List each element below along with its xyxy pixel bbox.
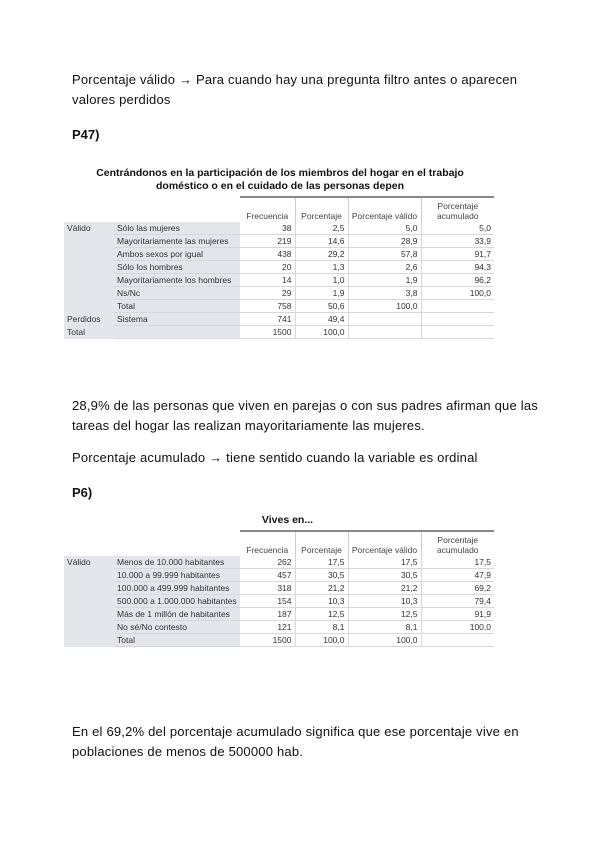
cell-porcentaje: 30,5 — [295, 569, 348, 582]
cell-frecuencia: 262 — [240, 556, 295, 569]
column-header: Frecuencia — [240, 197, 295, 222]
cell-frecuencia: 29 — [240, 287, 295, 300]
cell-porcentaje-acumulado: 91,7 — [421, 248, 494, 261]
table-row — [64, 608, 494, 621]
heading-p47: P47) — [72, 127, 100, 142]
cell-porcentaje-acumulado — [421, 313, 494, 326]
cell-porcentaje-valido: 28,9 — [348, 235, 421, 248]
cell-porcentaje: 21,2 — [295, 582, 348, 595]
cell-porcentaje-acumulado — [421, 634, 494, 647]
row-label: 500.000 a 1.000.000 habitantes — [114, 595, 240, 608]
frequency-table-p6 — [64, 530, 494, 647]
row-group-label — [64, 287, 114, 300]
cell-frecuencia: 154 — [240, 595, 295, 608]
cell-porcentaje-acumulado — [421, 300, 494, 313]
row-label: 10.000 a 99.999 habitantes — [114, 569, 240, 582]
table-row — [64, 569, 494, 582]
cell-porcentaje-valido: 100,0 — [348, 634, 421, 647]
frequency-table-p47 — [64, 196, 494, 339]
table2-title: Vives en... — [261, 514, 314, 526]
table-row — [64, 235, 494, 248]
cell-porcentaje: 100,0 — [295, 326, 348, 339]
cell-porcentaje-valido: 21,2 — [348, 582, 421, 595]
cell-frecuencia: 38 — [240, 222, 295, 235]
cell-porcentaje: 50,6 — [295, 300, 348, 313]
cell-frecuencia: 741 — [240, 313, 295, 326]
cell-porcentaje-valido: 100,0 — [348, 300, 421, 313]
cell-porcentaje-acumulado: 69,2 — [421, 582, 494, 595]
cell-frecuencia: 14 — [240, 274, 295, 287]
row-label: Total — [114, 300, 240, 313]
cell-porcentaje: 100,0 — [295, 634, 348, 647]
column-header: Porcentaje acumulado — [421, 531, 494, 556]
table-header-row — [64, 197, 494, 222]
row-group-label: Válido — [64, 222, 114, 235]
cell-porcentaje-valido: 10,3 — [348, 595, 421, 608]
cell-porcentaje: 29,2 — [295, 248, 348, 261]
column-header: Porcentaje válido — [348, 531, 421, 556]
row-label: 100.000 a 499.999 habitantes — [114, 582, 240, 595]
cell-porcentaje-valido: 1,9 — [348, 274, 421, 287]
table-row — [64, 261, 494, 274]
cell-frecuencia: 758 — [240, 300, 295, 313]
row-group-label: Válido — [64, 556, 114, 569]
cell-frecuencia: 121 — [240, 621, 295, 634]
paragraph-interpretation-p47: 28,9% de las personas que viven en parejas o con sus padres afirman que las tareas del hogar las realizan mayoritariamente las mujeres. — [72, 398, 538, 433]
table-row — [64, 556, 494, 569]
cell-porcentaje-valido: 3,8 — [348, 287, 421, 300]
cell-porcentaje-acumulado: 100,0 — [421, 287, 494, 300]
table-row — [64, 300, 494, 313]
row-group-label — [64, 569, 114, 582]
cell-frecuencia: 318 — [240, 582, 295, 595]
cell-porcentaje-valido: 2,6 — [348, 261, 421, 274]
cell-frecuencia: 187 — [240, 608, 295, 621]
cell-porcentaje-acumulado: 94,3 — [421, 261, 494, 274]
row-group-label: Perdidos — [64, 313, 114, 326]
cell-porcentaje-valido: 8,1 — [348, 621, 421, 634]
row-label: No sé/No contesto — [114, 621, 240, 634]
table-row — [64, 313, 494, 326]
heading-p6: P6) — [72, 485, 93, 500]
column-header: Porcentaje válido — [348, 197, 421, 222]
paragraph-interpretation-p6: En el 69,2% del porcentaje acumulado significa que ese porcentaje vive en poblaciones de menos de 500000 hab. — [72, 724, 519, 759]
row-label: Mayoritariamente las mujeres — [114, 235, 240, 248]
cell-frecuencia: 219 — [240, 235, 295, 248]
paragraph-porcentaje-acumulado: Porcentaje acumulado → tiene sentido cuando la variable es ordinal — [72, 450, 478, 465]
table-row — [64, 287, 494, 300]
cell-porcentaje: 17,5 — [295, 556, 348, 569]
row-group-label — [64, 248, 114, 261]
row-label: Sistema — [114, 313, 240, 326]
cell-porcentaje: 14,6 — [295, 235, 348, 248]
row-group-label — [64, 235, 114, 248]
cell-porcentaje-acumulado: 17,5 — [421, 556, 494, 569]
row-group-label — [64, 261, 114, 274]
row-label: Menos de 10.000 habitantes — [114, 556, 240, 569]
cell-porcentaje-acumulado: 96,2 — [421, 274, 494, 287]
cell-porcentaje: 8,1 — [295, 621, 348, 634]
cell-porcentaje-valido: 17,5 — [348, 556, 421, 569]
row-label: Mayoritariamente los hombres — [114, 274, 240, 287]
cell-porcentaje-valido — [348, 313, 421, 326]
table-header-row — [64, 531, 494, 556]
table-row — [64, 274, 494, 287]
cell-porcentaje-valido: 12,5 — [348, 608, 421, 621]
row-group-label — [64, 621, 114, 634]
row-label: Sólo las mujeres — [114, 222, 240, 235]
cell-porcentaje-valido: 30,5 — [348, 569, 421, 582]
cell-porcentaje: 49,4 — [295, 313, 348, 326]
cell-porcentaje: 2,5 — [295, 222, 348, 235]
cell-porcentaje-acumulado — [421, 326, 494, 339]
paragraph-porcentaje-valido: Porcentaje válido → Para cuando hay una pregunta filtro antes o aparecen valores perdidos — [72, 72, 518, 107]
table1-title: Centrándonos en la participación de los miembros del hogar en el trabajo doméstico o en el cuidado de las personas depen — [96, 167, 464, 192]
table-row — [64, 248, 494, 261]
table-row — [64, 634, 494, 647]
row-label — [114, 326, 240, 339]
cell-porcentaje-valido: 57,8 — [348, 248, 421, 261]
row-label: Más de 1 millón de habitantes — [114, 608, 240, 621]
cell-frecuencia: 438 — [240, 248, 295, 261]
row-group-label — [64, 595, 114, 608]
table-row — [64, 582, 494, 595]
cell-porcentaje-acumulado: 100,0 — [421, 621, 494, 634]
column-header: Porcentaje — [295, 531, 348, 556]
column-header: Porcentaje acumulado — [421, 197, 494, 222]
table-row — [64, 222, 494, 235]
column-header: Frecuencia — [240, 531, 295, 556]
table-row — [64, 595, 494, 608]
cell-porcentaje-acumulado: 33,9 — [421, 235, 494, 248]
row-group-label: Total — [64, 326, 114, 339]
cell-porcentaje-acumulado: 91,9 — [421, 608, 494, 621]
cell-porcentaje-acumulado: 79,4 — [421, 595, 494, 608]
cell-porcentaje: 1,9 — [295, 287, 348, 300]
row-group-label — [64, 608, 114, 621]
cell-porcentaje: 1,0 — [295, 274, 348, 287]
cell-frecuencia: 20 — [240, 261, 295, 274]
cell-porcentaje: 1,3 — [295, 261, 348, 274]
cell-frecuencia: 457 — [240, 569, 295, 582]
cell-frecuencia: 1500 — [240, 326, 295, 339]
row-group-label — [64, 582, 114, 595]
cell-porcentaje-acumulado: 5,0 — [421, 222, 494, 235]
row-label: Total — [114, 634, 240, 647]
row-group-label — [64, 274, 114, 287]
cell-porcentaje-acumulado: 47,9 — [421, 569, 494, 582]
row-group-label — [64, 634, 114, 647]
cell-frecuencia: 1500 — [240, 634, 295, 647]
row-group-label — [64, 300, 114, 313]
cell-porcentaje-valido — [348, 326, 421, 339]
table-row — [64, 621, 494, 634]
column-header: Porcentaje — [295, 197, 348, 222]
row-label: Ambos sexos por igual — [114, 248, 240, 261]
cell-porcentaje: 10,3 — [295, 595, 348, 608]
cell-porcentaje-valido: 5,0 — [348, 222, 421, 235]
cell-porcentaje: 12,5 — [295, 608, 348, 621]
row-label: Ns/Nc — [114, 287, 240, 300]
row-label: Sólo los hombres — [114, 261, 240, 274]
table-row — [64, 326, 494, 339]
